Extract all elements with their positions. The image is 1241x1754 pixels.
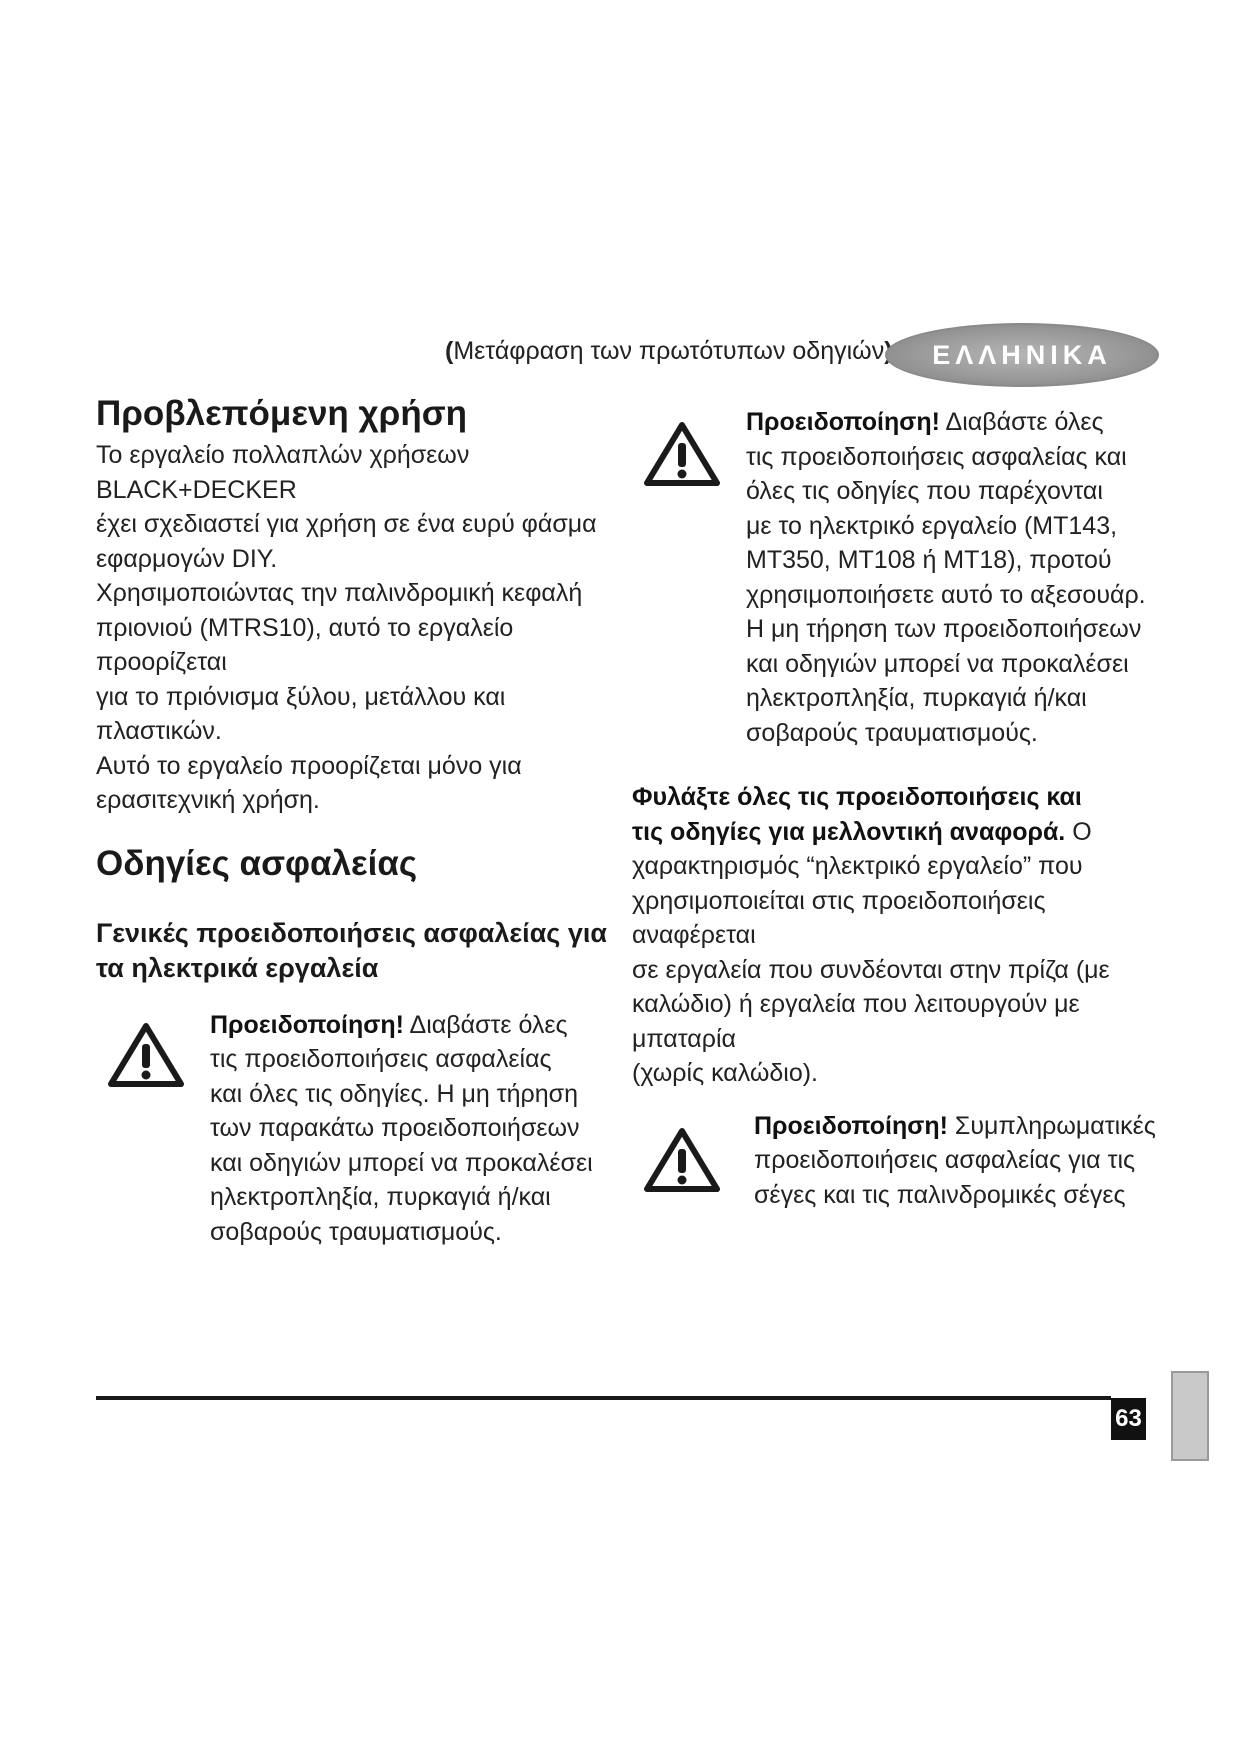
warning-block-general: [96, 1008, 636, 1250]
subtitle-open-paren: (: [445, 337, 454, 365]
warning-text-line: ηλεκτροπληξία, πυρκαγιά ή/και: [746, 684, 1087, 712]
keep-instructions-bold-fragment: τις οδηγίες για μελλοντική αναφορά.: [632, 817, 1066, 846]
language-badge: [885, 323, 1159, 387]
keep-instructions-fragment: Ο: [1065, 817, 1092, 846]
intended-use-line: για το πριόνισμα ξύλου, μετάλλου και πλαστικών.: [96, 682, 506, 745]
warning-text-line: και οδηγιών μπορεί να προκαλέσει: [746, 649, 1129, 678]
warning-text-line: [754, 1109, 1172, 1144]
translation-subtitle: [445, 337, 885, 366]
warning-block-accessory: [632, 405, 1172, 750]
keep-instructions-line: καλώδιο) ή εργαλεία που λειτουργούν με μπαταρία: [632, 990, 1080, 1053]
intended-use-line: πριονιού (MTRS10), αυτό το εργαλείο προορίζεται: [96, 613, 514, 676]
page-edge-tab: [1171, 1371, 1209, 1461]
keep-instructions-bold-line: Φυλάξτε όλες τις προειδοποιήσεις και: [632, 783, 1082, 811]
intended-use-line: Το εργαλείο πολλαπλών χρήσεων BLACK+DECKER: [96, 441, 470, 504]
general-warnings-title-line: Γενικές προειδοποιήσεις ασφαλείας για: [96, 917, 607, 948]
warning-text-line: τις προειδοποιήσεις ασφαλείας: [210, 1045, 552, 1073]
keep-instructions-line: [632, 815, 1172, 850]
warning-triangle-icon: [644, 1127, 720, 1193]
warning-text-line: σοβαρούς τραυματισμούς.: [210, 1217, 502, 1246]
warning-label: Προειδοποίηση!: [746, 408, 940, 436]
intended-use-line: ερασιτεχνική χρήση.: [96, 786, 320, 814]
warning-text-line: ηλεκτροπληξία, πυρκαγιά ή/και: [210, 1183, 551, 1211]
warning-text-line: τις προειδοποιήσεις ασφαλείας και: [746, 442, 1127, 471]
left-column: [96, 392, 636, 1249]
page-number-label: 63: [1115, 1405, 1142, 1432]
warning-text-fragment: Διαβάστε όλες: [939, 408, 1104, 436]
warning-text-line: των παρακάτω προειδοποιήσεων: [210, 1114, 580, 1142]
page-number: [1111, 1398, 1146, 1440]
intended-use-line: εφαρμογών DIY.: [96, 544, 278, 573]
warning-text-line: χρησιμοποιήσετε αυτό το αξεσουάρ.: [746, 580, 1146, 609]
warning-triangle-icon: [108, 1022, 184, 1088]
warning-text-line: και όλες τις οδηγίες. Η μη τήρηση: [210, 1079, 578, 1108]
keep-instructions-line: χρησιμοποιείται στις προειδοποιήσεις αναφέρεται: [632, 886, 1046, 949]
keep-instructions-line: σε εργαλεία που συνδέονται στην πρίζα (με: [632, 955, 1110, 984]
warning-label: Προειδοποίηση!: [754, 1111, 948, 1140]
warning-text-fragment: Διαβάστε όλες: [403, 1010, 568, 1039]
warning-text-line: σέγες και τις παλινδρομικές σέγες: [754, 1180, 1126, 1209]
warning-triangle-icon: [644, 421, 720, 487]
warning-text-fragment: Συμπληρωματικές: [947, 1111, 1156, 1140]
warning-text-line: όλες τις οδηγίες που παρέχονται: [746, 477, 1103, 505]
warning-text-line: σοβαρούς τραυματισμούς.: [746, 718, 1038, 747]
warning-text-line: με το ηλεκτρικό εργαλείο (MT143,: [746, 511, 1118, 540]
intended-use-title: Προβλεπόμενη χρήση: [96, 394, 468, 433]
general-warnings-title: [96, 916, 636, 986]
intended-use-line: Αυτό το εργαλείο προορίζεται μόνο για: [96, 751, 522, 780]
warning-text-line: [746, 405, 1172, 440]
warning-text-line: και οδηγιών μπορεί να προκαλέσει: [210, 1148, 593, 1177]
intended-use-line: Χρησιμοποιώντας την παλινδρομική κεφαλή: [96, 579, 583, 607]
keep-instructions-line: χαρακτηρισμός “ηλεκτρικό εργαλείο” που: [632, 852, 1083, 880]
language-badge-label: ΕΛΛΗΝΙΚΑ: [932, 339, 1112, 370]
subtitle-text: Μετάφραση των πρωτότυπων οδηγιών: [453, 337, 885, 365]
warning-label: Προειδοποίηση!: [210, 1010, 404, 1039]
warning-text-line: MT350, MT108 ή MT18), προτού: [746, 546, 1112, 574]
intended-use-line: έχει σχεδιαστεί για χρήση σε ένα ευρύ φάσμα: [96, 510, 597, 538]
general-warnings-title-line: τα ηλεκτρικά εργαλεία: [96, 952, 379, 983]
warning-text-line: [210, 1008, 636, 1043]
keep-instructions-line: (χωρίς καλώδιο).: [632, 1059, 818, 1087]
footer-rule: [96, 1396, 1111, 1400]
warning-block-saws: [632, 1109, 1172, 1213]
warning-text-line: προειδοποιήσεις ασφαλείας για τις: [754, 1146, 1136, 1174]
warning-text-line: Η μη τήρηση των προειδοποιήσεων: [746, 615, 1142, 643]
intended-use-body: [96, 438, 636, 818]
right-column: [632, 405, 1172, 1212]
keep-instructions-block: [632, 780, 1172, 1091]
safety-instructions-title: Οδηγίες ασφαλείας: [96, 843, 418, 883]
